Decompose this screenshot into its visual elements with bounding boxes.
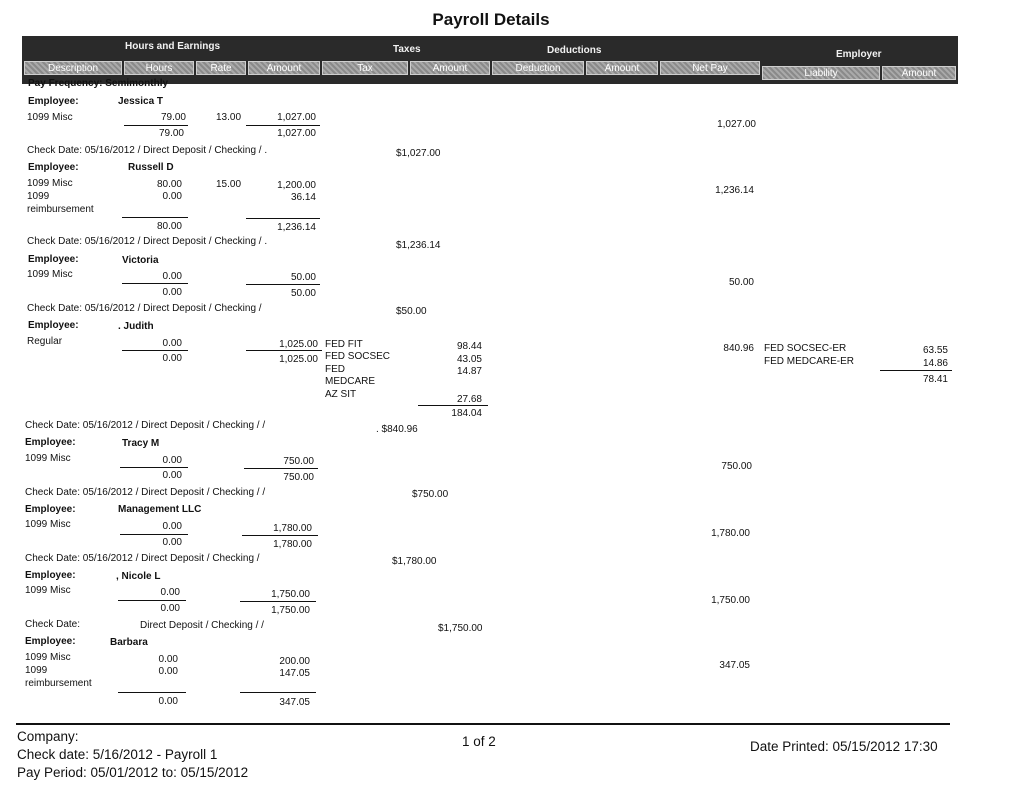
subtotal-rule xyxy=(240,601,316,602)
column-header-liability: Liability xyxy=(762,66,880,80)
subtotal-rule xyxy=(124,125,188,126)
earning-hours: 0.00 xyxy=(162,271,182,282)
net-pay: 50.00 xyxy=(728,277,754,288)
earning-description: 1099 Misc xyxy=(27,269,73,280)
earning-rate: 13.00 xyxy=(216,112,242,123)
check-amount: . $840.96 xyxy=(376,424,418,435)
tax-total: 184.04 xyxy=(451,408,482,419)
total-amount: 1,780.00 xyxy=(273,539,312,550)
tax-amount: 14.87 xyxy=(456,366,482,377)
subtotal-rule xyxy=(122,217,188,218)
check-date-line: Check Date: 05/16/2012 / Direct Deposit / Checking / . xyxy=(27,236,268,247)
employee-name: Management LLC xyxy=(118,504,202,515)
column-header-liability-amount: Amount xyxy=(882,66,956,80)
total-hours: 80.00 xyxy=(156,221,182,232)
pay-frequency: Pay Frequency: Semimonthly xyxy=(28,78,169,89)
total-amount: 1,025.00 xyxy=(279,354,318,365)
earning-hours: 0.00 xyxy=(158,654,178,665)
earning-hours: 0.00 xyxy=(162,455,182,466)
net-pay: 1,780.00 xyxy=(711,528,750,539)
net-pay: 1,750.00 xyxy=(711,595,750,606)
subtotal-rule xyxy=(122,350,188,351)
employee-name: Barbara xyxy=(110,637,148,648)
total-hours: 0.00 xyxy=(160,603,180,614)
subtotal-rule xyxy=(246,125,320,126)
check-amount: $1,236.14 xyxy=(396,240,441,251)
column-header-description: Description xyxy=(24,61,122,75)
net-pay: 347.05 xyxy=(719,660,750,671)
total-hours: 0.00 xyxy=(162,287,182,298)
total-hours: 0.00 xyxy=(162,537,182,548)
earning-hours: 79.00 xyxy=(160,112,186,123)
liability-amount: 63.55 xyxy=(922,345,948,356)
column-header-tax: Tax xyxy=(322,61,408,75)
footer-company: Company: xyxy=(17,729,79,744)
employee-name: , Nicole L xyxy=(116,571,161,582)
tax-name: AZ SIT xyxy=(325,389,357,400)
header-group-taxes: Taxes xyxy=(393,44,421,55)
employee-label: Employee: xyxy=(25,504,76,515)
earning-amount: 147.05 xyxy=(279,668,310,679)
check-amount: $50.00 xyxy=(396,306,427,317)
earning-description: 1099 Misc xyxy=(27,178,73,189)
total-hours: 0.00 xyxy=(162,353,182,364)
earning-amount: 1,025.00 xyxy=(279,339,318,350)
net-pay: 1,236.14 xyxy=(715,185,754,196)
total-amount: 50.00 xyxy=(290,288,316,299)
employee-label: Employee: xyxy=(28,254,79,265)
earning-amount: 200.00 xyxy=(279,656,310,667)
column-header-hours: Hours xyxy=(124,61,194,75)
earning-description-cont: reimbursement xyxy=(27,204,94,215)
earning-description: Regular xyxy=(27,336,63,347)
subtotal-rule xyxy=(120,467,188,468)
earning-description: 1099 Misc xyxy=(25,652,71,663)
earning-rate: 15.00 xyxy=(216,179,242,190)
employee-label: Employee: xyxy=(25,636,76,647)
column-header-tax-amount: Amount xyxy=(410,61,490,75)
footer-pay-period: Pay Period: 05/01/2012 to: 05/15/2012 xyxy=(17,765,249,780)
employee-name: Victoria xyxy=(122,255,159,266)
check-date-label: Check Date: xyxy=(25,619,81,630)
check-date-line: Check Date: 05/16/2012 / Direct Deposit / Checking / / xyxy=(25,420,266,431)
total-amount: 1,236.14 xyxy=(277,222,316,233)
employee-name: Russell D xyxy=(128,162,174,173)
net-pay: 1,027.00 xyxy=(717,119,756,130)
tax-name: FED SOCSEC xyxy=(325,351,391,362)
check-date-line: Check Date: 05/16/2012 / Direct Deposit / Checking / xyxy=(27,303,262,314)
total-amount: 347.05 xyxy=(279,697,310,708)
earning-description: 1099 Misc xyxy=(25,585,71,596)
employee-label: Employee: xyxy=(28,162,79,173)
earning-amount: 1,750.00 xyxy=(271,589,310,600)
header-group-hours-earnings: Hours and Earnings xyxy=(125,41,221,52)
earning-amount: 50.00 xyxy=(290,272,316,283)
earning-description: 1099 xyxy=(27,191,50,202)
tax-name: FED FIT xyxy=(325,339,363,350)
earning-description: 1099 Misc xyxy=(25,453,71,464)
check-date-line: Check Date: 05/16/2012 / Direct Deposit / Checking / . xyxy=(27,145,268,156)
tax-amount: 43.05 xyxy=(456,354,482,365)
subtotal-rule xyxy=(880,370,952,371)
header-group-deductions: Deductions xyxy=(547,45,602,56)
page-title: Payroll Details xyxy=(432,10,550,29)
earning-amount: 1,780.00 xyxy=(273,523,312,534)
footer-date-printed: Date Printed: 05/15/2012 17:30 xyxy=(750,739,938,754)
tax-name-cont: MEDCARE xyxy=(325,376,376,387)
subtotal-rule xyxy=(418,405,488,406)
earning-description-cont: reimbursement xyxy=(25,678,92,689)
footer-page-number: 1 of 2 xyxy=(462,734,496,749)
employee-label: Employee: xyxy=(28,320,79,331)
subtotal-rule xyxy=(240,692,316,693)
net-pay: 840.96 xyxy=(723,343,754,354)
subtotal-rule xyxy=(118,600,186,601)
liability-name: FED MEDCARE-ER xyxy=(764,356,855,367)
earning-hours: 80.00 xyxy=(156,179,182,190)
liability-amount: 14.86 xyxy=(922,358,948,369)
total-hours: 0.00 xyxy=(162,470,182,481)
employee-label: Employee: xyxy=(28,96,79,107)
subtotal-rule xyxy=(246,218,320,219)
subtotal-rule xyxy=(118,692,186,693)
check-date-line: Check Date: 05/16/2012 / Direct Deposit / Checking / xyxy=(25,553,260,564)
total-amount: 750.00 xyxy=(283,472,314,483)
subtotal-rule xyxy=(120,534,188,535)
earning-amount: 36.14 xyxy=(290,192,316,203)
employee-name: Jessica T xyxy=(118,96,164,107)
tax-amount: 27.68 xyxy=(456,394,482,405)
check-date-line: Check Date: 05/16/2012 / Direct Deposit / Checking / / xyxy=(25,487,266,498)
subtotal-rule xyxy=(246,350,322,351)
footer-rule xyxy=(16,723,950,725)
column-header-deduction-amount: Amount xyxy=(586,61,658,75)
earning-hours: 0.00 xyxy=(158,666,178,677)
net-pay: 750.00 xyxy=(721,461,752,472)
total-hours: 79.00 xyxy=(158,128,184,139)
earning-description: 1099 Misc xyxy=(25,519,71,530)
employee-name: . Judith xyxy=(118,321,154,332)
check-amount: $1,780.00 xyxy=(392,556,437,567)
column-header-amount: Amount xyxy=(248,61,320,75)
tax-amount: 98.44 xyxy=(456,341,482,352)
total-amount: 1,027.00 xyxy=(277,128,316,139)
earning-hours: 0.00 xyxy=(162,338,182,349)
earning-amount: 750.00 xyxy=(283,456,314,467)
total-amount: 1,750.00 xyxy=(271,605,310,616)
earning-amount: 1,200.00 xyxy=(277,180,316,191)
column-header-rate: Rate xyxy=(196,61,246,75)
column-header-net-pay: Net Pay xyxy=(660,61,760,75)
earning-hours: 0.00 xyxy=(162,191,182,202)
check-amount: $1,750.00 xyxy=(438,623,483,634)
earning-amount: 1,027.00 xyxy=(277,112,316,123)
tax-name: FED xyxy=(325,364,345,375)
header-group-employer: Employer xyxy=(836,49,882,60)
check-date-line: Direct Deposit / Checking / / xyxy=(140,620,264,631)
check-amount: $750.00 xyxy=(412,489,449,500)
subtotal-rule xyxy=(242,535,318,536)
earning-hours: 0.00 xyxy=(160,587,180,598)
subtotal-rule xyxy=(244,468,318,469)
liability-total: 78.41 xyxy=(922,374,948,385)
earning-description: 1099 Misc xyxy=(27,112,73,123)
employee-name: Tracy M xyxy=(122,438,160,449)
employee-label: Employee: xyxy=(25,437,76,448)
footer-check-date: Check date: 5/16/2012 - Payroll 1 xyxy=(17,747,218,762)
liability-name: FED SOCSEC-ER xyxy=(764,343,847,354)
subtotal-rule xyxy=(122,283,188,284)
column-header-deduction: Deduction xyxy=(492,61,584,75)
employee-label: Employee: xyxy=(25,570,76,581)
total-hours: 0.00 xyxy=(158,696,178,707)
earning-hours: 0.00 xyxy=(162,521,182,532)
check-amount: $1,027.00 xyxy=(396,148,441,159)
subtotal-rule xyxy=(246,284,320,285)
earning-description: 1099 xyxy=(25,665,48,676)
